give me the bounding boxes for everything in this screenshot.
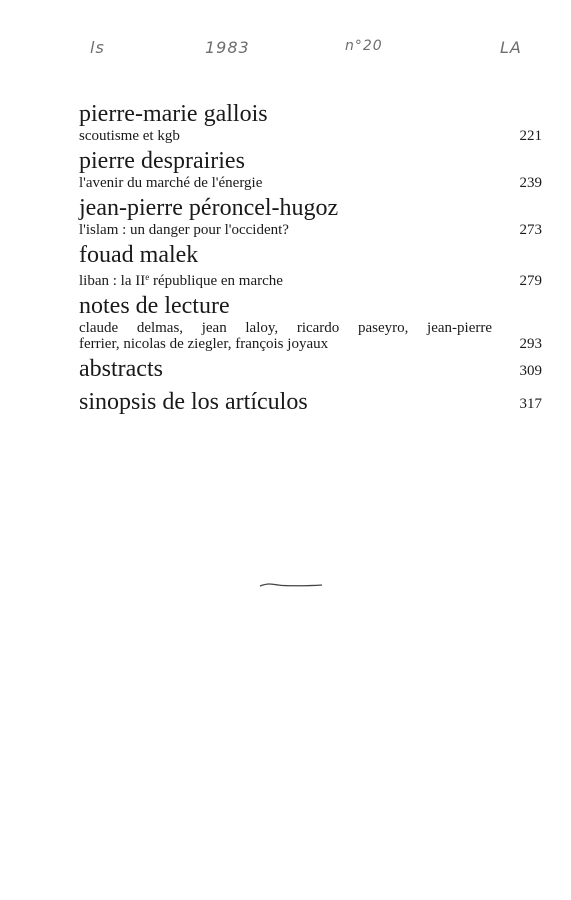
entry-subtitle-line: l'avenir du marché de l'énergie: [79, 175, 263, 191]
entry-subtitle: [79, 269, 542, 289]
toc-entry: [79, 355, 542, 383]
entry-author: notes de lecture: [79, 293, 230, 319]
toc-entry: [79, 292, 542, 352]
entry-subtitle: [79, 128, 542, 144]
subtitle-prefix: liban : la II: [79, 273, 146, 289]
handwritten-note: 1983: [205, 38, 250, 57]
entry-author: fouad malek: [79, 242, 199, 268]
entry-author: pierre desprairies: [79, 148, 245, 174]
handwritten-note: LA: [500, 38, 522, 57]
toc-entry: [79, 100, 542, 144]
toc-entry: [79, 388, 542, 416]
entry-subtitle: [79, 222, 542, 238]
toc-entry: [79, 241, 542, 289]
entry-page-number: 273: [519, 222, 542, 238]
entry-page-number: 239: [519, 175, 542, 191]
toc-entry: [79, 194, 542, 238]
entry-subtitle-line: ferrier, nicolas de ziegler, françois joyaux: [79, 336, 329, 352]
entry-page-number: 317: [519, 396, 542, 412]
entry-page-number: 221: [519, 128, 542, 144]
handwritten-note: n°20: [345, 38, 383, 54]
entry-subtitle-line: claude delmas, jean laloy, ricardo paseyro, jean-pierre: [79, 320, 492, 336]
entry-page-number: 309: [519, 363, 542, 379]
entry-author: pierre-marie gallois: [79, 101, 268, 127]
entry-subtitle: [79, 175, 542, 191]
entry-subtitle-line: [79, 269, 492, 289]
entry-subtitle-line: scoutisme et kgb: [79, 128, 180, 144]
entry-page-number: 279: [519, 273, 542, 289]
superscript: e: [145, 272, 150, 282]
pencil-stroke: [258, 582, 324, 588]
subtitle-suffix: république en marche: [149, 273, 283, 289]
entry-author: sinopsis de los artículos: [79, 389, 308, 415]
entry-author: abstracts: [79, 356, 163, 382]
toc-entry: [79, 147, 542, 191]
handwritten-note: ls: [90, 38, 105, 57]
entry-subtitle: [79, 320, 542, 352]
table-of-contents: [79, 100, 542, 416]
entry-page-number: 293: [519, 336, 542, 352]
entry-subtitle-line: l'islam : un danger pour l'occident?: [79, 222, 289, 238]
entry-author: jean-pierre péroncel-hugoz: [79, 195, 339, 221]
